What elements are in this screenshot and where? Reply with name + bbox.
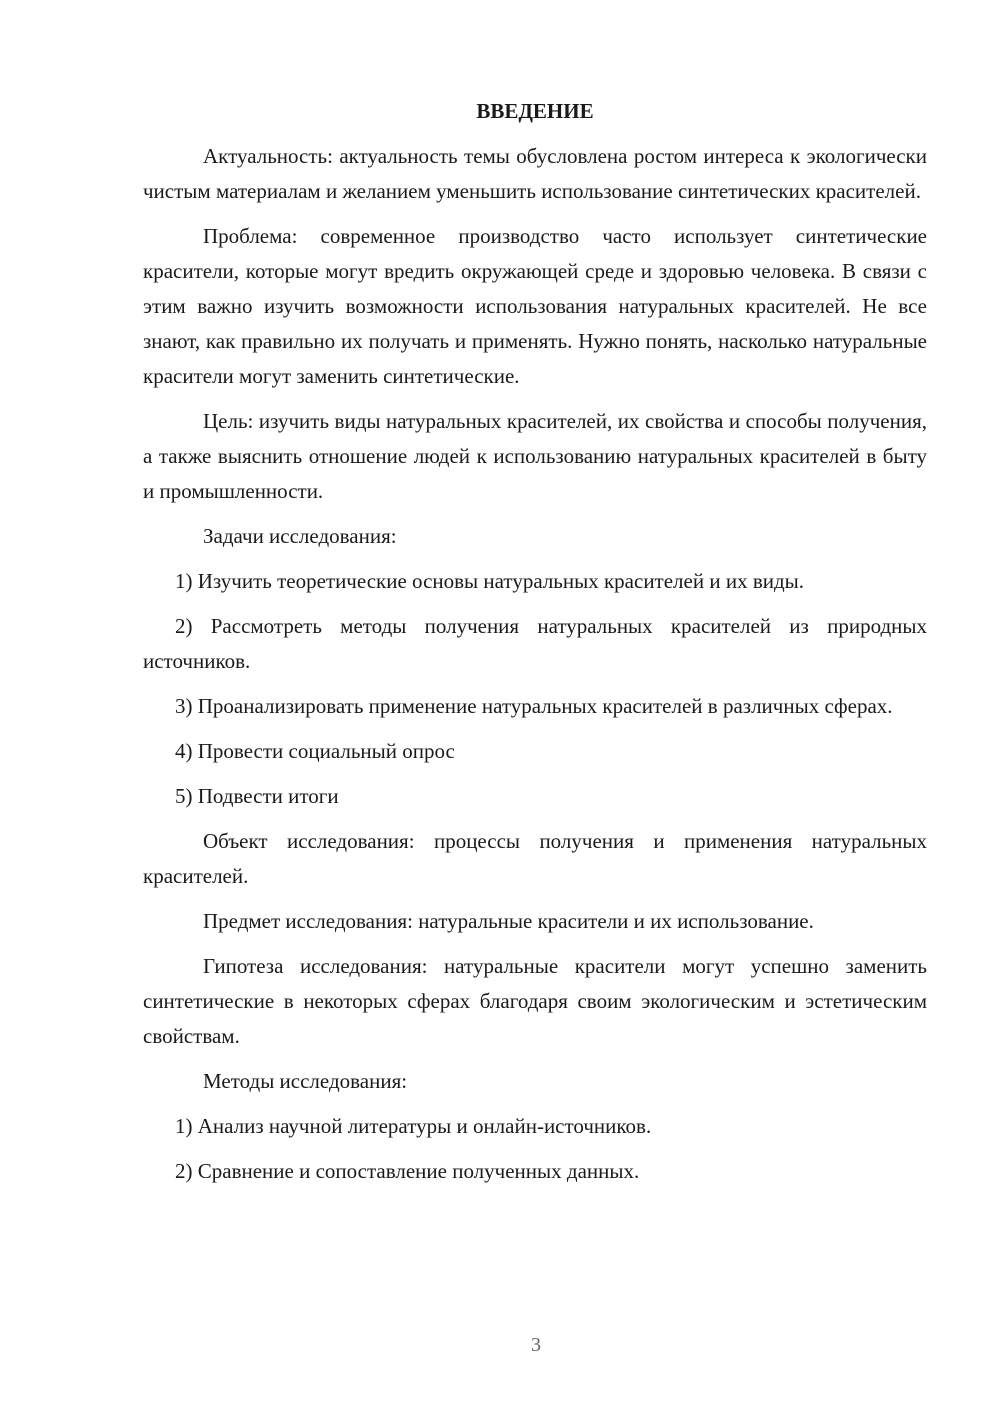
task-item-1: 1) Изучить теоретические основы натуральных красителей и их виды. <box>175 569 805 593</box>
task-item-3: 3) Проанализировать применение натуральных красителей в различных сферах. <box>175 694 893 718</box>
subject-paragraph: Предмет исследования: натуральные красители и их использование. <box>203 909 814 933</box>
task-item-5: 5) Подвести итоги <box>175 784 339 808</box>
section-title: ВВЕДЕНИЕ <box>476 99 594 123</box>
task-item-2: 2) Рассмотреть методы получения натуральных красителей из природных источников. <box>143 614 927 673</box>
method-item-2: 2) Сравнение и сопоставление полученных данных. <box>175 1159 640 1183</box>
page-content <box>143 94 927 1199</box>
relevance-paragraph: Актуальность: актуальность темы обусловлена ростом интереса к экологически чистым материалам и желанием уменьшить использование синтетических красителей. <box>143 144 927 203</box>
page-number: 3 <box>531 1334 541 1356</box>
problem-paragraph: Проблема: современное производство часто использует синтетические красители, которые могут вредить окружающей среде и здоровью человека. В связи с этим важно изучить возможности использования натуральных красителей. Не все знают, как правильно их получать и применять. Нужно понять, насколько натуральные красители могут заменить синтетические. <box>143 224 927 388</box>
methods-heading: Методы исследования: <box>203 1069 408 1093</box>
tasks-heading: Задачи исследования: <box>203 524 397 548</box>
object-paragraph: Объект исследования: процессы получения и применения натуральных красителей. <box>143 829 927 888</box>
goal-paragraph: Цель: изучить виды натуральных красителей, их свойства и способы получения, а также выяснить отношение людей к использованию натуральных красителей в быту и промышленности. <box>143 409 927 503</box>
hypothesis-paragraph: Гипотеза исследования: натуральные красители могут успешно заменить синтетические в некоторых сферах благодаря своим экологическим и эстетическим свойствам. <box>143 954 927 1048</box>
task-item-4: 4) Провести социальный опрос <box>175 739 455 763</box>
method-item-1: 1) Анализ научной литературы и онлайн-источников. <box>175 1114 652 1138</box>
